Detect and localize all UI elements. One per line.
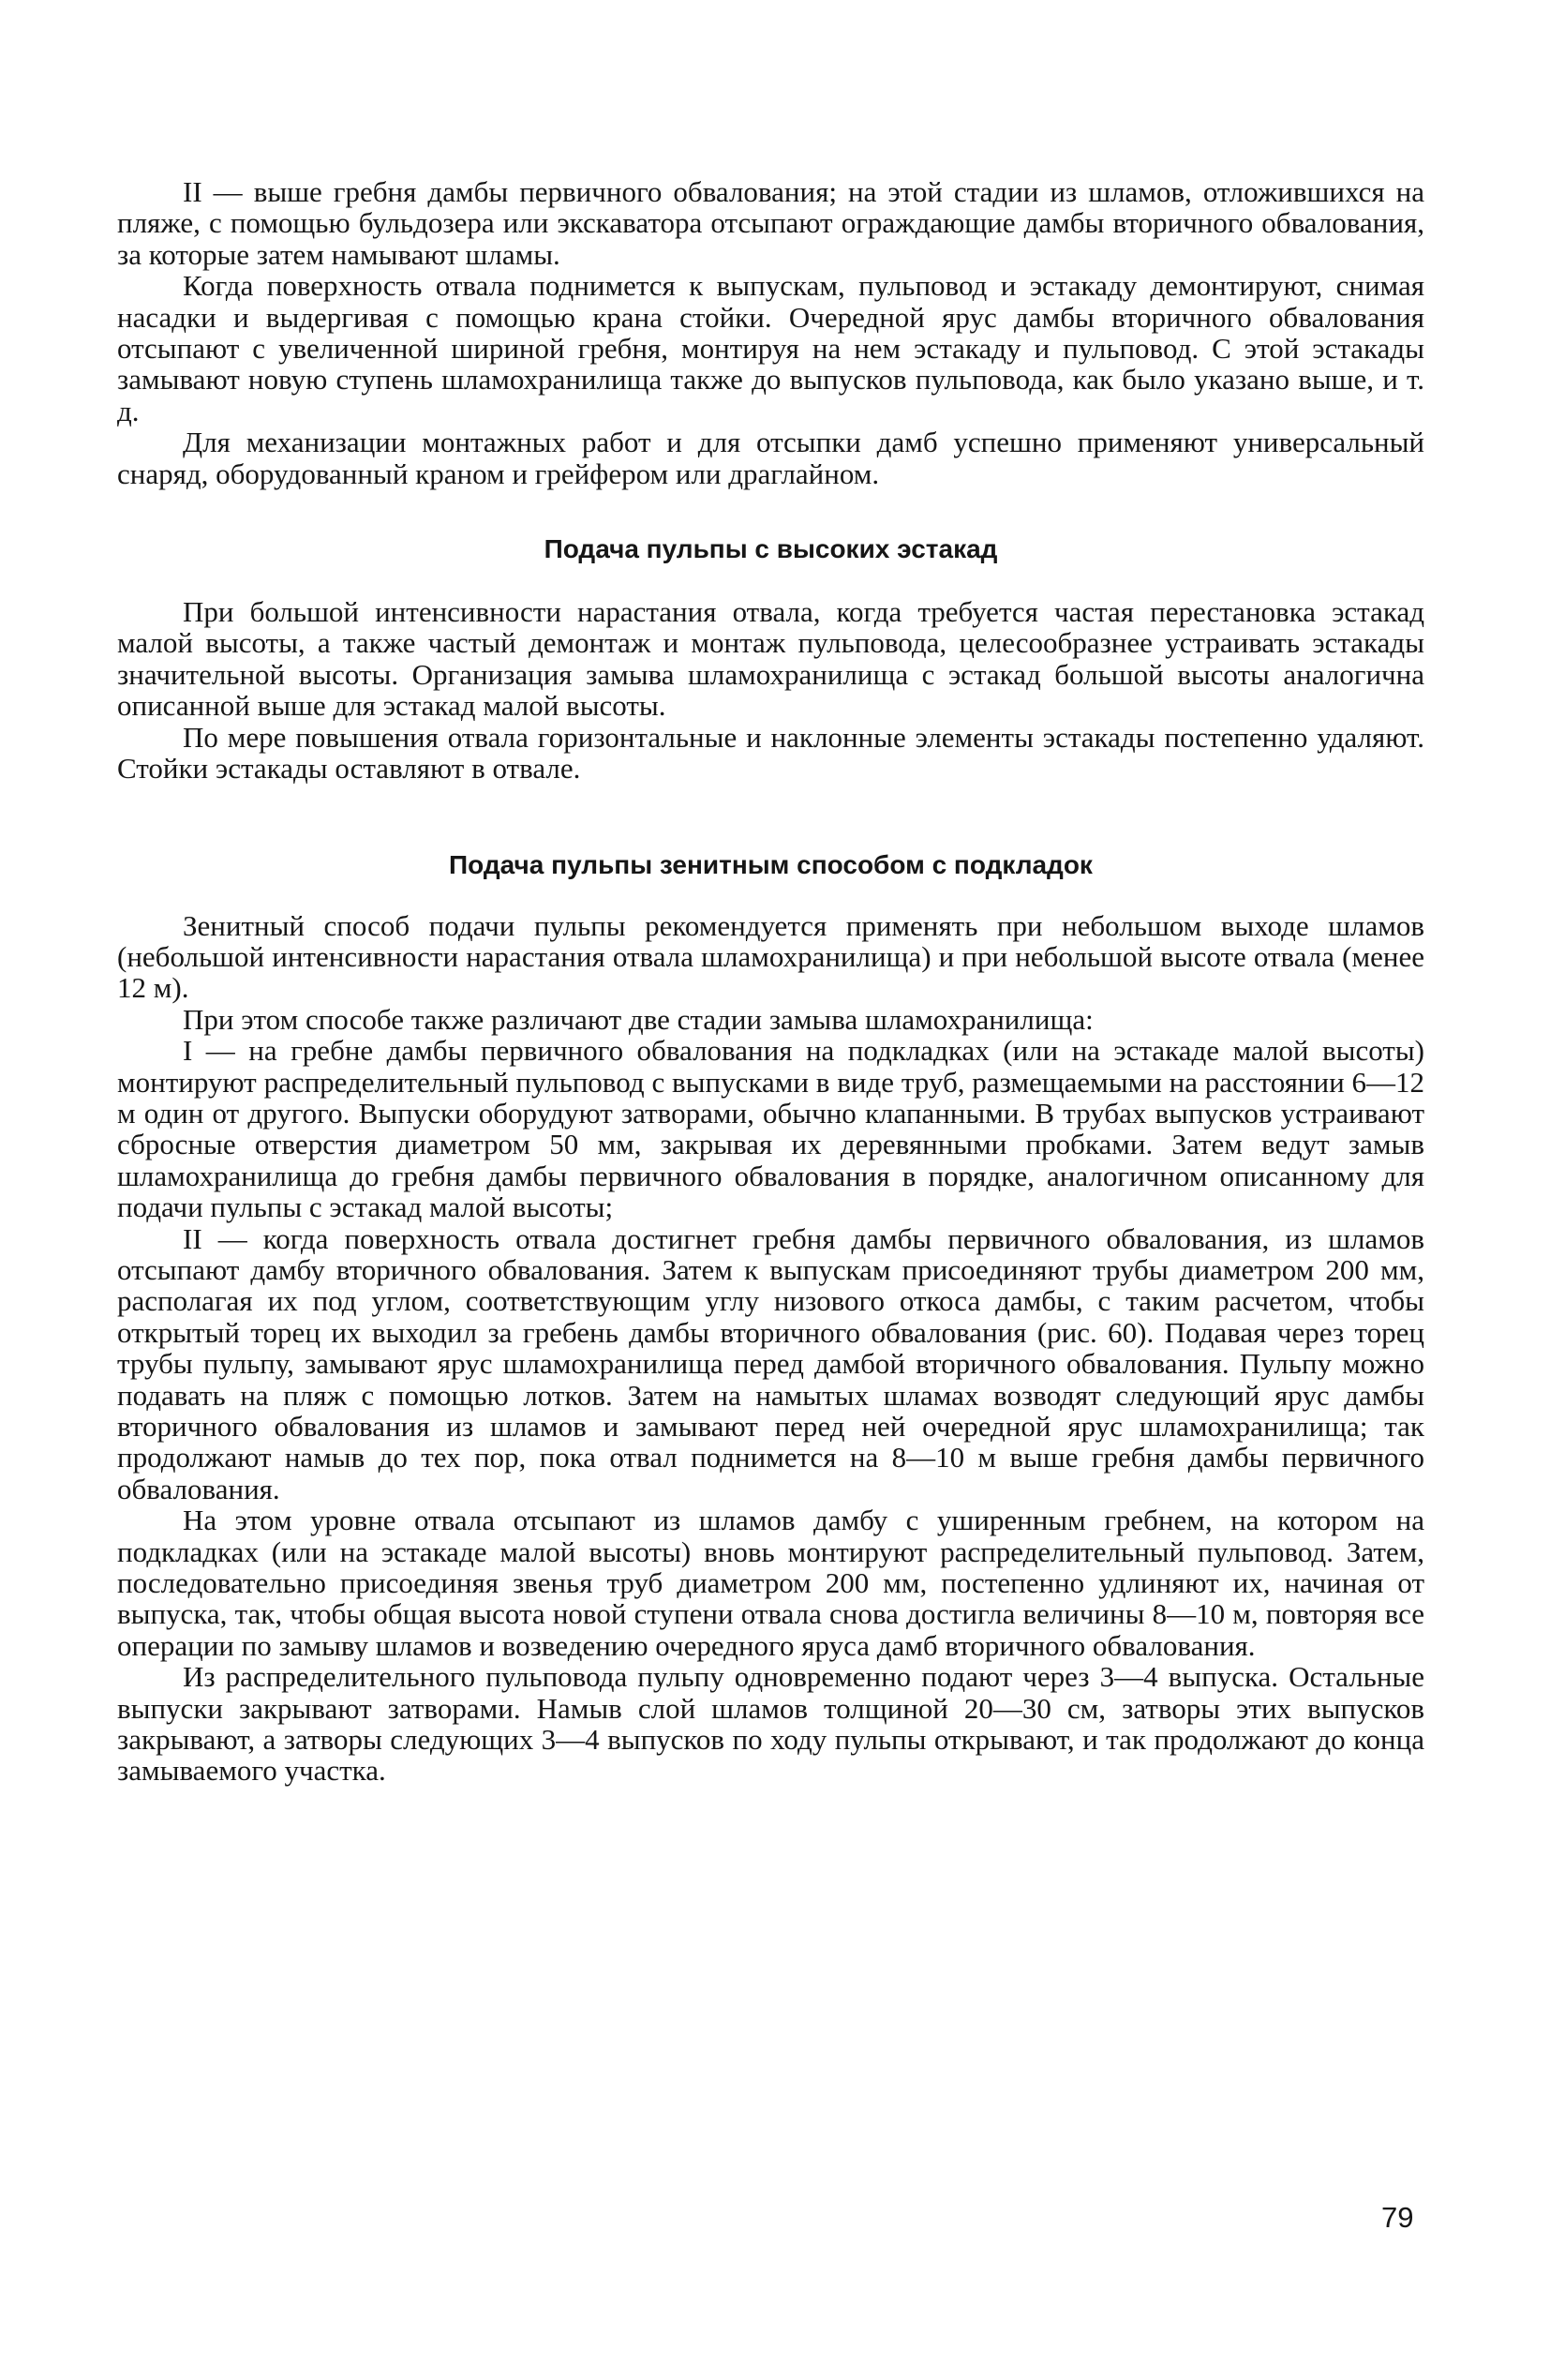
paragraph-outlet-operation: Из распределительного пульповода пульпу одновременно подают через 3—4 выпуска. Остальные выпуски закрывают затворами. Намыв слой шламов толщиной 20—30 см, затворы этих выпусков закрывают, а затворы следующих 3—4 выпусков по ходу пульпы открывают, и так продолжают до конца замываемого участка.: [117, 1660, 1424, 1788]
paragraph-widened-crest: На этом уровне отвала отсыпают из шламов дамбу с уширенным гребнем, на котором на подкладках (или на эстакаде малой высоты) вновь монтируют распределительный пульповод. Затем, последовательно присоединяя звенья труб диаметром 200 мм, постепенно удлиняют их, начиная от выпуска, так, чтобы общая высота новой ступени отвала снова достигла величины 8—10 м, повторяя все операции по замыву шламов и возведению очередного яруса дамб вторичного обвалования.: [117, 1504, 1424, 1662]
paragraph-stage-two: II — когда поверхность отвала достигнет гребня дамбы первичного обвалования, из шламов отсыпают дамбу вторичного обвалования. Затем к выпускам присоединяют трубы диаметром 200 мм, располагая их под углом, соответствующим углу низового откоса дамбы, с таким расчетом, чтобы открытый торец их выходил за гребень дамбы вторичного обвалования (рис. 60). Подавая через торец трубы пульпу, замывают ярус шламохранилища перед дамбой вторичного обвалования. Пульпу можно подавать на пляж с помощью лотков. Затем на намытых шламах возводят следующий ярус дамбы вторичного обвалования из шламов и замывают перед ней очередной ярус шламохранилища; так продолжают намыв до тех пор, пока отвал поднимется на 8—10 м выше гребня дамбы первичного обвалования.: [117, 1221, 1424, 1505]
paragraph-stage-one: I — на гребне дамбы первичного обвалования на подкладках (или на эстакаде малой высоты) монтируют распределительный пульповод с выпусками в виде труб, размещаемыми на расстоянии 6—12 м один от другого. Выпуски оборудуют затворами, обычно клапанными. В трубах выпусков устраивают сбросные отверстия диаметром 50 мм, закрывая их деревянными пробками. Затем ведут замыв шламохранилища до гребня дамбы первичного обвалования в порядке, аналогичном описанному для подачи пульпы с эстакад малой высоты;: [117, 1034, 1424, 1224]
paragraph-zenith-method: Зенитный способ подачи пульпы рекомендуется применять при небольшом выходе шламов (небольшой интенсивности нарастания отвала шламохранилища) и при небольшой высоте отвала (менее 12 м).: [117, 908, 1424, 1005]
section-heading-zenith-method: Подача пульпы зенитным способом с подкладок: [449, 849, 1093, 879]
section-heading-high-trestles: Подача пульпы с высоких эстакад: [544, 534, 998, 564]
paragraph-stage-two-intro: II — выше гребня дамбы первичного обвалования; на этой стадии из шламов, отложившихся на пляже, с помощью бульдозера или экскаватора отсыпают ограждающие дамбы вторичного обвалования, за которые затем намывают шламы.: [117, 175, 1424, 271]
paragraph-high-trestles: При большой интенсивности нарастания отвала, когда требуется частая перестановка эстакад малой высоты, а также частый демонтаж и монтаж пульповода, целесообразнее устраивать эстакады значительной высоты. Организация замыва шламохранилища с эстакад большой высоты аналогична описанной выше для эстакад малой высоты.: [117, 595, 1424, 723]
paragraph-trestle-removal: По мере повышения отвала горизонтальные и наклонные элементы эстакады постепенно удаляют. Стойки эстакады оставляют в отвале.: [117, 720, 1424, 786]
page-number: 79: [1381, 2201, 1414, 2234]
paragraph-two-stages: При этом способе также различают две стадии замыва шламохранилища:: [183, 1002, 1094, 1036]
paragraph-dismantling: Когда поверхность отвала поднимется к выпускам, пульповод и эстакаду демонтируют, снимая насадки и выдергивая с помощью крана стойки. Очередной ярус дамбы вторичного обвалования отсыпают с увеличенной шириной гребня, монтируя на нем эстакаду и пульповод. С этой эстакады замывают новую ступень шламохранилища также до выпусков пульповода, как было указано выше, и т. д.: [117, 269, 1424, 427]
page-body: [117, 176, 1424, 1787]
paragraph-mechanization: Для механизации монтажных работ и для отсыпки дамб успешно применяют универсальный снаряд, оборудованный краном и грейфером или драглайном.: [117, 426, 1424, 490]
